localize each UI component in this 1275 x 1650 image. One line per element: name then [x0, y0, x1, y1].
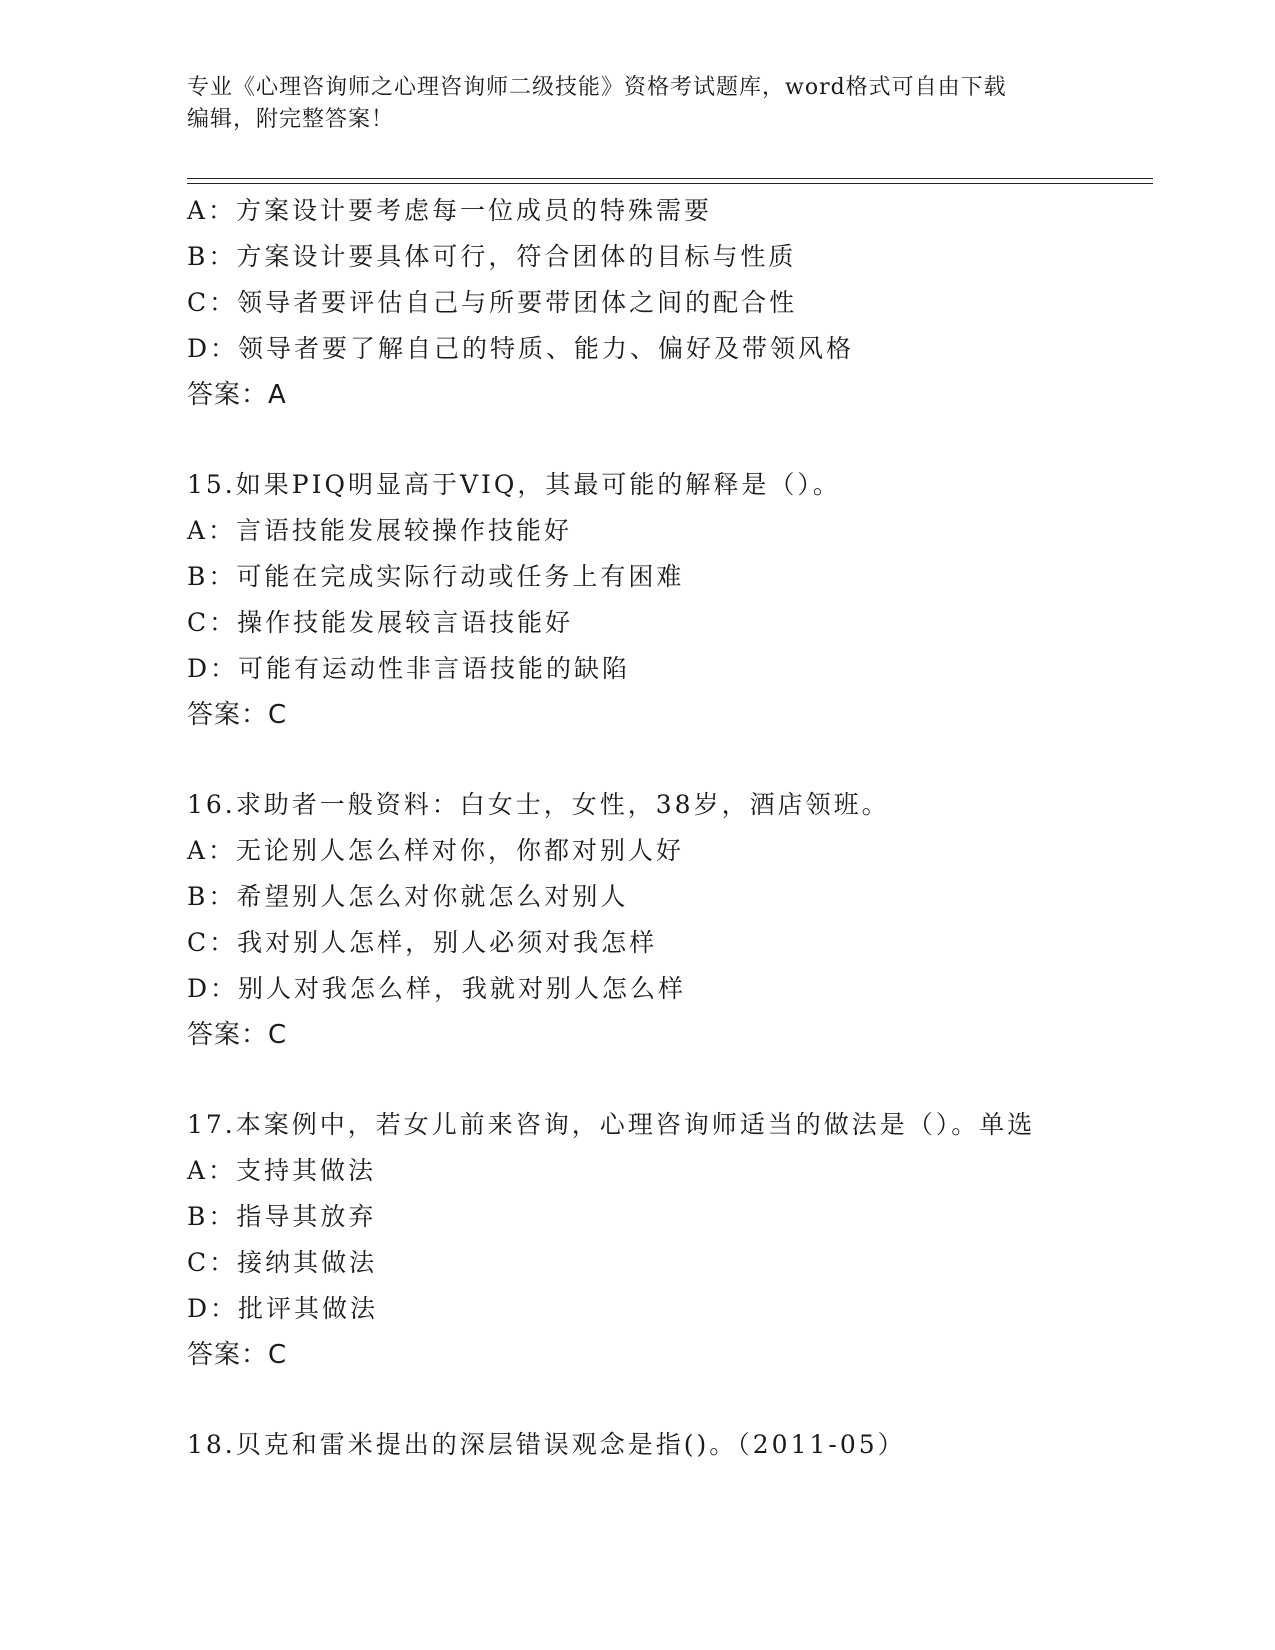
option-c: C：接纳其做法 — [187, 1248, 378, 1277]
question-text: 16.求助者一般资料：白女士，女性，38岁，酒店领班。 — [187, 790, 890, 819]
header-divider-top — [187, 178, 1153, 179]
option-d: D：批评其做法 — [187, 1294, 379, 1323]
question-text: 18.贝克和雷米提出的深层错误观念是指()。（2011-05） — [187, 1430, 906, 1459]
question-text: 15.如果PIQ明显高于VIQ，其最可能的解释是（）。 — [187, 470, 841, 499]
option-d: D：领导者要了解自己的特质、能力、偏好及带领风格 — [187, 334, 855, 363]
spacer — [187, 418, 1153, 462]
answer: 答案：C — [187, 1020, 288, 1050]
question-block-18 — [187, 1422, 1153, 1468]
header-divider-bottom — [187, 183, 1153, 184]
option-a: A：方案设计要考虑每一位成员的特殊需要 — [187, 196, 713, 225]
answer: 答案：C — [187, 1340, 288, 1370]
option-d: D：别人对我怎么样，我就对别人怎么样 — [187, 974, 687, 1003]
question-block-16 — [187, 782, 1153, 1058]
option-a: A：支持其做法 — [187, 1156, 377, 1185]
option-a: A：言语技能发展较操作技能好 — [187, 516, 573, 545]
answer: 答案：A — [187, 380, 287, 410]
spacer — [187, 1378, 1153, 1422]
header-line-2: 编辑，附完整答案！ — [187, 107, 395, 132]
question-text: 17.本案例中，若女儿前来咨询，心理咨询师适当的做法是（）。单选 — [187, 1110, 1036, 1139]
question-list — [187, 188, 1153, 1468]
answer: 答案：C — [187, 700, 288, 730]
option-b: B：希望别人怎么对你就怎么对别人 — [187, 882, 629, 911]
question-block-15 — [187, 462, 1153, 738]
page-header — [187, 72, 1067, 136]
option-b: B：可能在完成实际行动或任务上有困难 — [187, 562, 685, 591]
spacer — [187, 1058, 1153, 1102]
option-a: A：无论别人怎么样对你，你都对别人好 — [187, 836, 685, 865]
option-b: B：方案设计要具体可行，符合团体的目标与性质 — [187, 242, 797, 271]
question-block-14 — [187, 188, 1153, 418]
option-c: C：领导者要评估自己与所要带团体之间的配合性 — [187, 288, 798, 317]
option-c: C：我对别人怎样，别人必须对我怎样 — [187, 928, 658, 957]
option-d: D：可能有运动性非言语技能的缺陷 — [187, 654, 631, 683]
header-line-1: 专业《心理咨询师之心理咨询师二级技能》资格考试题库，word格式可自由下载 — [187, 75, 1007, 100]
option-b: B：指导其放弃 — [187, 1202, 377, 1231]
spacer — [187, 738, 1153, 782]
option-c: C：操作技能发展较言语技能好 — [187, 608, 574, 637]
question-block-17 — [187, 1102, 1153, 1378]
